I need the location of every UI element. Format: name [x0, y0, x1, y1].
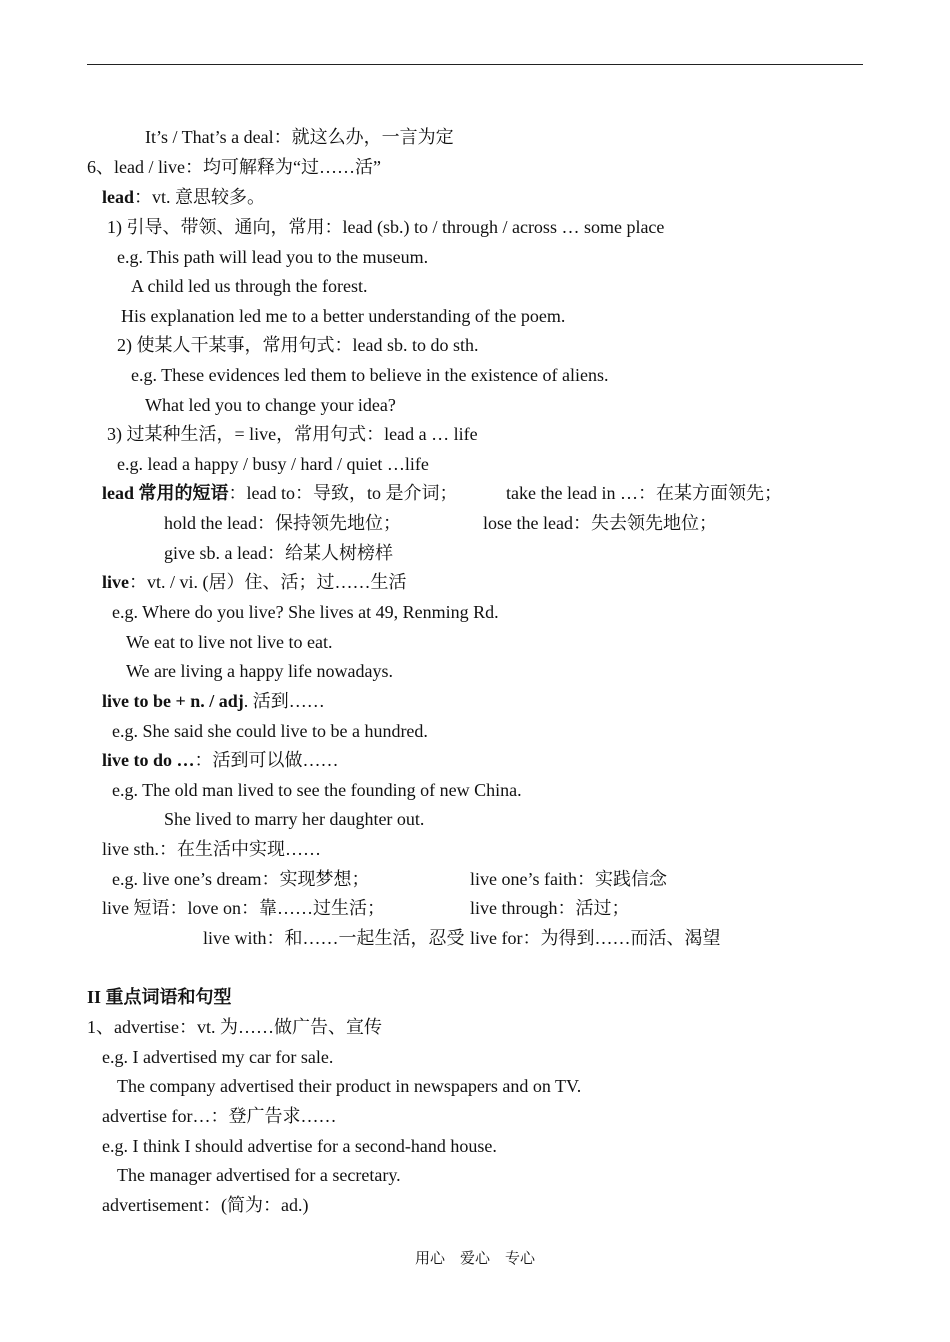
example-line: We eat to live not live to eat. — [126, 632, 333, 652]
text-line: give sb. a lead：给某人树榜样 — [164, 543, 393, 563]
text-line — [102, 186, 265, 208]
example-line: e.g. She said she could live to be a hundred. — [112, 721, 428, 741]
text-line: live through：活过； — [470, 898, 630, 918]
section-heading: II 重点词语和句型 — [87, 987, 232, 1007]
example-line: e.g. Where do you live? She lives at 49, Renming Rd. — [112, 602, 499, 622]
example-line: A child led us through the forest. — [131, 276, 368, 296]
item-heading: 1、advertise：vt. 为……做广告、宣传 — [87, 1017, 382, 1037]
term-bold: live — [102, 572, 129, 592]
text-line: live for：为得到……而活、渴望 — [470, 928, 721, 948]
text-line: advertisement：(简为：ad.) — [102, 1195, 309, 1215]
example-line: e.g. I think I should advertise for a second-hand house. — [102, 1136, 497, 1156]
text-line: It’s / That’s a deal：就这么办，一言为定 — [145, 127, 454, 147]
example-line: We are living a happy life nowadays. — [126, 661, 393, 681]
example-line: She lived to marry her daughter out. — [164, 809, 425, 829]
text-line: live sth.：在生活中实现…… — [102, 839, 321, 859]
text-line: 2) 使某人干某事，常用句式：lead sb. to do sth. — [117, 335, 479, 355]
term-definition: ：活到可以做…… — [194, 750, 339, 770]
text-line: 1) 引导、带领、通向，常用：lead (sb.) to / through / across … some place — [107, 217, 665, 237]
example-line: e.g. These evidences led them to believe in the existence of aliens. — [131, 365, 609, 385]
example-line: The company advertised their product in newspapers and on TV. — [117, 1076, 582, 1096]
example-line: What led you to change your idea? — [145, 395, 396, 415]
term-bold: lead — [102, 187, 135, 207]
term-definition: ：vt. 意思较多。 — [134, 187, 266, 207]
text-line: hold the lead：保持领先地位； — [164, 513, 401, 533]
text-line — [102, 749, 339, 771]
term-bold: live to do … — [102, 750, 195, 770]
example-line: e.g. live one’s dream：实现梦想； — [112, 869, 370, 889]
example-line: live one’s faith：实践信念 — [470, 869, 667, 889]
page-footer: 用心 爱心 专心 — [414, 1251, 535, 1267]
text-line — [102, 482, 458, 504]
term-bold: lead 常用的短语 — [102, 483, 229, 503]
term-definition: ：vt. / vi. (居）住、活；过……生活 — [129, 572, 407, 592]
text-line — [102, 571, 407, 593]
example-line: e.g. I advertised my car for sale. — [102, 1047, 334, 1067]
example-line: e.g. This path will lead you to the museum. — [117, 247, 429, 267]
term-bold: live to be + n. / adj — [102, 691, 244, 711]
text-line: live with：和……一起生活，忍受 — [203, 928, 465, 948]
example-line: e.g. lead a happy / busy / hard / quiet …life — [117, 454, 429, 474]
text-line: live 短语：love on：靠……过生活； — [102, 898, 385, 918]
item-heading: 6、lead / live：均可解释为“过……活” — [87, 157, 381, 177]
example-line: His explanation led me to a better understanding of the poem. — [121, 306, 566, 326]
example-line: e.g. The old man lived to see the founding of new China. — [112, 780, 522, 800]
text-line: advertise for…：登广告求…… — [102, 1106, 337, 1126]
term-definition: ：lead to：导致，to 是介词； — [228, 483, 458, 503]
text-line — [102, 690, 325, 712]
text-line: take the lead in …：在某方面领先； — [506, 483, 782, 503]
example-line: The manager advertised for a secretary. — [117, 1165, 401, 1185]
header-rule — [87, 64, 863, 65]
text-line: lose the lead：失去领先地位； — [483, 513, 717, 533]
text-line: 3) 过某种生活，= live，常用句式：lead a … life — [107, 424, 478, 444]
term-definition: . 活到…… — [243, 691, 325, 711]
